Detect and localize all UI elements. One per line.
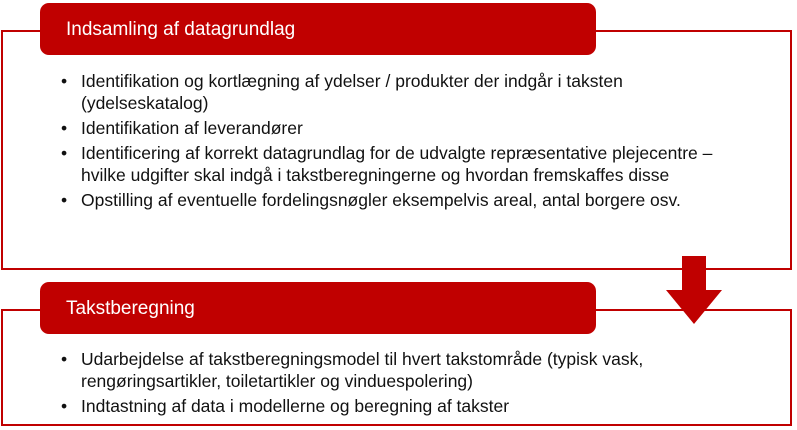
list-item: • Identifikation og kortlægning af ydelser / produkter der indgår i taksten (ydelseskatalog) <box>61 71 623 113</box>
bullet-icon: • <box>61 396 68 416</box>
bullet-list-data-collection <box>61 70 721 214</box>
bullet-icon: • <box>61 349 68 369</box>
list-item: • Opstilling af eventuelle fordelingsnøgler eksempelvis areal, antal borgere osv. <box>61 190 681 210</box>
section-header-data-collection <box>40 3 596 55</box>
section-header-rate-calculation <box>40 282 596 334</box>
bullet-icon: • <box>61 143 68 163</box>
section-title: Indsamling af datagrundlag <box>66 18 296 40</box>
list-item: • Udarbejdelse af takstberegningsmodel til hvert takstområde (typisk vask, rengøringsartikler, toiletartikler og vinduespolering) <box>61 349 644 391</box>
down-arrow-icon <box>666 256 722 324</box>
bullet-icon: • <box>61 190 68 210</box>
bullet-icon: • <box>61 71 68 91</box>
list-item: • Identifikation af leverandører <box>61 118 303 138</box>
bullet-list-rate-calculation <box>61 348 721 420</box>
bullet-icon: • <box>61 118 68 138</box>
list-item: • Indtastning af data i modellerne og beregning af takster <box>61 396 510 416</box>
list-item: • Identificering af korrekt datagrundlag for de udvalgte repræsentative plejecentre – hvilke udgifter skal indgå i takstberegningerne og hvordan fremskaffes disse <box>61 143 713 185</box>
section-title: Takstberegning <box>66 297 195 319</box>
